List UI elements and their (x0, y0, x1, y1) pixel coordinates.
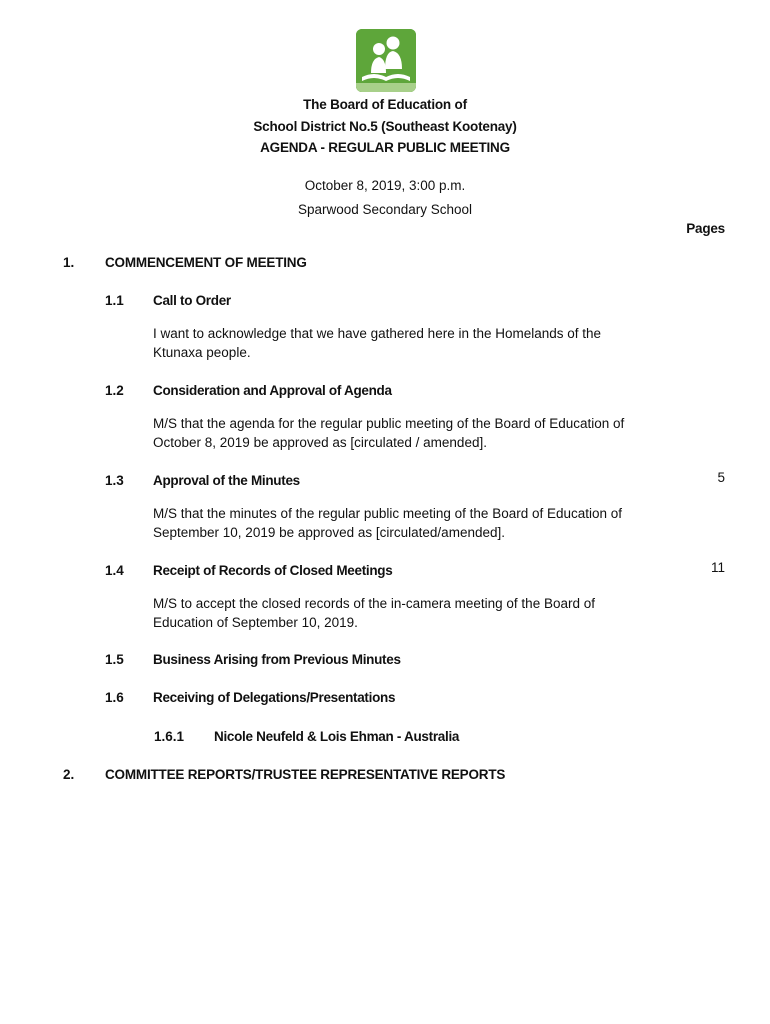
header-line-2: School District No.5 (Southeast Kootenay) (253, 119, 517, 134)
item-body-line: M/S that the agenda for the regular public meeting of the Board of Education of (153, 416, 625, 431)
item-title: Call to Order (153, 293, 231, 308)
item-title: Receiving of Delegations/Presentations (153, 690, 396, 705)
section-number: 1. (63, 255, 75, 270)
section-number: 2. (63, 767, 75, 782)
item-body-line: I want to acknowledge that we have gathered here in the Homelands of the (153, 326, 602, 341)
item-page-number: 5 (717, 470, 725, 485)
item-body-line: M/S that the minutes of the regular public meeting of the Board of Education of (153, 506, 623, 521)
item-number: 1.6 (105, 690, 124, 705)
item-body-line: September 10, 2019 be approved as [circulated/amended]. (153, 525, 505, 540)
subitem-number: 1.6.1 (154, 729, 185, 744)
item-title: Business Arising from Previous Minutes (153, 652, 401, 667)
school-district-logo (356, 29, 416, 92)
section-title: COMMITTEE REPORTS/TRUSTEE REPRESENTATIVE REPORTS (105, 767, 506, 782)
item-title: Receipt of Records of Closed Meetings (153, 563, 393, 578)
meeting-location: Sparwood Secondary School (297, 202, 473, 217)
item-number: 1.1 (105, 293, 124, 308)
item-body-line: October 8, 2019 be approved as [circulated / amended]. (153, 435, 487, 450)
item-body-line: Education of September 10, 2019. (153, 615, 358, 630)
header-line-1: The Board of Education of (303, 97, 467, 112)
item-number: 1.3 (105, 473, 124, 488)
item-body-line: Ktunaxa people. (153, 345, 251, 360)
item-page-number: 11 (710, 560, 725, 575)
header-line-3: AGENDA - REGULAR PUBLIC MEETING (260, 140, 510, 155)
logo-figures-icon (356, 29, 416, 92)
subitem-title: Nicole Neufeld & Lois Ehman - Australia (214, 729, 460, 744)
item-title: Approval of the Minutes (153, 473, 300, 488)
meeting-date: October 8, 2019, 3:00 p.m. (304, 178, 466, 193)
item-number: 1.4 (105, 563, 124, 578)
section-title: COMMENCEMENT OF MEETING (105, 255, 307, 270)
item-number: 1.2 (105, 383, 124, 398)
item-number: 1.5 (105, 652, 124, 667)
item-body-line: M/S to accept the closed records of the in-camera meeting of the Board of (153, 596, 595, 611)
pages-column-label: Pages (686, 221, 725, 236)
item-title: Consideration and Approval of Agenda (153, 383, 392, 398)
